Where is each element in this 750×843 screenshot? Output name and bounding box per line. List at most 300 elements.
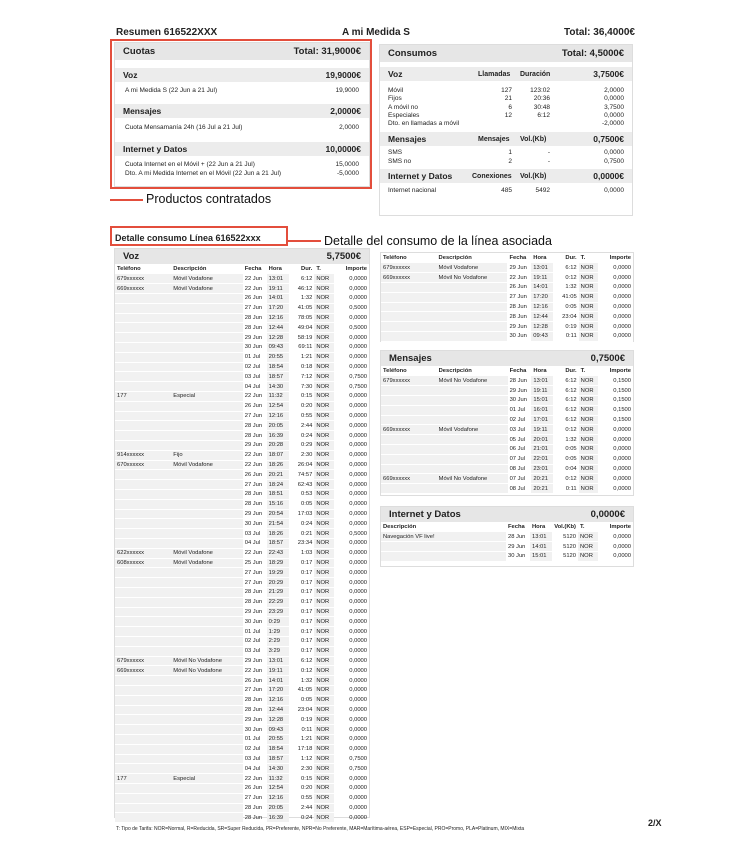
table-cell [171, 323, 242, 333]
table-cell: NOR [314, 685, 334, 695]
table-cell: 0,7500 [334, 764, 369, 774]
table-cell: 30 Jun [243, 519, 267, 529]
table-cell: NOR [314, 382, 334, 392]
table-cell: 22:43 [267, 548, 289, 558]
table-cell: 19:11 [531, 386, 553, 396]
table-cell: NOR [314, 450, 334, 460]
table-cell: NOR [314, 352, 334, 362]
table-cell: NOR [579, 302, 599, 312]
cuotas-title: Cuotas [123, 46, 156, 57]
table-cell: 22:29 [267, 597, 289, 607]
internet-detail-amount: 0,0000€ [590, 509, 625, 520]
table-row [381, 464, 633, 474]
table-cell: 0,0000 [598, 292, 633, 302]
table-row [115, 783, 369, 793]
table-cell: 12:16 [267, 411, 289, 421]
productos-highlight [110, 39, 372, 189]
table-cell: Móvil Vodafone [171, 548, 242, 558]
table-cell [381, 415, 437, 425]
table-row [381, 484, 633, 494]
table-cell: 12:28 [267, 715, 289, 725]
table-cell: 03 Jul [243, 754, 267, 764]
table-cell: 669xxxxxx [381, 474, 437, 484]
table-cell [381, 542, 506, 552]
voz-detail-amount: 5,7500€ [326, 251, 361, 262]
table-cell: 0,0000 [598, 312, 633, 322]
table-cell: NOR [579, 454, 599, 464]
table-cell: 0:17 [289, 568, 315, 578]
table-cell: 0,0000 [334, 499, 369, 509]
table-cell: NOR [314, 539, 334, 549]
table-row [115, 480, 369, 490]
table-cell: 0,0000 [334, 588, 369, 598]
table-cell: 0:05 [553, 445, 578, 455]
table-row [381, 415, 633, 425]
table-cell: 6:12 [553, 396, 578, 406]
table-cell: NOR [314, 480, 334, 490]
table-cell: 03 Jul [243, 646, 267, 656]
table-row [115, 666, 369, 676]
table-cell: 0,0000 [334, 284, 369, 294]
detalle-highlight [110, 226, 288, 246]
table-cell [437, 302, 508, 312]
table-cell [115, 441, 171, 451]
column-header: Importe [609, 524, 631, 530]
table-cell: 16:39 [267, 813, 289, 823]
table-cell: NOR [314, 676, 334, 686]
table-cell [171, 362, 242, 372]
table-cell: 69:11 [289, 343, 315, 353]
detalle-title: Detalle consumo Línea 616522xxx [115, 233, 261, 243]
table-cell: 0:17 [289, 578, 315, 588]
table-cell [115, 529, 171, 539]
table-cell: 0:17 [289, 646, 315, 656]
table-row [115, 529, 369, 539]
table-cell [171, 744, 242, 754]
table-cell [115, 401, 171, 411]
table-cell: 20:21 [267, 470, 289, 480]
table-cell: NOR [314, 734, 334, 744]
column-header: Dur. [565, 255, 577, 261]
column-header: T. [580, 255, 586, 261]
table-row [115, 362, 369, 372]
voz-detail-section [114, 248, 370, 821]
table-cell: 2:29 [267, 636, 289, 646]
row-amount: 0,0000 [604, 95, 624, 103]
table-row [381, 376, 633, 386]
table-cell: NOR [314, 803, 334, 813]
table-cell: 41:05 [289, 685, 315, 695]
table-cell: 914xxxxxx [115, 450, 171, 460]
table-cell: 26 Jun [243, 470, 267, 480]
table-cell: 18:54 [267, 744, 289, 754]
table-cell: 0,0000 [598, 302, 633, 312]
table-cell: 177 [115, 774, 171, 784]
table-cell [171, 636, 242, 646]
table-cell: 20:05 [267, 421, 289, 431]
column-header: T. [580, 368, 586, 374]
table-cell: 12:28 [267, 333, 289, 343]
table-cell: 20:28 [267, 441, 289, 451]
table-cell: 30 Jun [243, 343, 267, 353]
table-cell: 0,0000 [334, 685, 369, 695]
table-cell: 26 Jun [507, 283, 531, 293]
table-cell: 2:44 [289, 803, 315, 813]
line-desc: Cuota Internet en el Móvil + (22 Jun a 21 Jul) [125, 161, 255, 168]
table-cell: 0,0000 [334, 803, 369, 813]
table-cell: 12:16 [267, 793, 289, 803]
table-cell: 0,0000 [334, 362, 369, 372]
consumo-row [380, 158, 632, 166]
table-row [115, 450, 369, 460]
mensajes-detail-amount: 0,7500€ [590, 353, 625, 364]
table-cell: 28 Jun [243, 323, 267, 333]
table-row [115, 548, 369, 558]
table-cell: NOR [578, 542, 598, 552]
table-cell: 0,1500 [598, 386, 633, 396]
table-row [115, 627, 369, 637]
consumo-row [380, 87, 632, 95]
table-cell: 02 Jul [243, 636, 267, 646]
table-row [115, 490, 369, 500]
table-cell: NOR [314, 636, 334, 646]
table-cell: 0:15 [289, 774, 315, 784]
table-cell: 2:44 [289, 421, 315, 431]
voz-detail-header [115, 249, 369, 264]
table-cell: 0:29 [267, 617, 289, 627]
table-cell [437, 396, 508, 406]
table-cell [115, 333, 171, 343]
table-cell: 27 Jun [243, 411, 267, 421]
row-count: 6 [508, 103, 512, 111]
table-cell: 669xxxxxx [115, 284, 171, 294]
table-cell [115, 343, 171, 353]
table-cell [171, 294, 242, 304]
table-cell: 02 Jul [243, 744, 267, 754]
table-cell: 608xxxxxx [115, 558, 171, 568]
table-cell: 28 Jun [243, 705, 267, 715]
table-cell: 28 Jun [243, 431, 267, 441]
table-cell [437, 322, 508, 332]
table-cell: 0,0000 [598, 332, 633, 342]
table-row [115, 754, 369, 764]
table-cell: 23:01 [531, 464, 553, 474]
table-cell: 0:17 [289, 607, 315, 617]
table-cell: NOR [314, 705, 334, 715]
table-cell [437, 454, 508, 464]
table-cell: 28 Jun [243, 597, 267, 607]
table-row [115, 734, 369, 744]
row-label: Fijos [388, 95, 402, 103]
table-cell [115, 470, 171, 480]
table-cell [115, 323, 171, 333]
table-cell: 29 Jun [243, 333, 267, 343]
table-row [115, 695, 369, 705]
table-cell: 21:54 [267, 519, 289, 529]
table-cell: 04 Jul [243, 539, 267, 549]
table-cell: NOR [314, 441, 334, 451]
table-cell: 29 Jun [243, 509, 267, 519]
table-row [115, 323, 369, 333]
table-cell: 12:44 [531, 312, 553, 322]
table-cell: NOR [579, 425, 599, 435]
table-cell [171, 617, 242, 627]
table-cell: 1:12 [289, 754, 315, 764]
table-cell: 0,0000 [334, 509, 369, 519]
table-cell: 23:04 [553, 312, 579, 322]
table-cell: Móvil No Vodafone [437, 273, 508, 283]
table-cell [381, 292, 437, 302]
table-cell: 22 Jun [243, 460, 267, 470]
table-cell: 7:12 [289, 372, 315, 382]
table-cell: 177 [115, 392, 171, 402]
table-cell: NOR [314, 372, 334, 382]
table-cell: 0:53 [289, 490, 315, 500]
table-cell: 0,0000 [334, 774, 369, 784]
table-cell [437, 445, 508, 455]
table-cell [171, 382, 242, 392]
table-cell: 19:29 [267, 568, 289, 578]
table-cell: 0,0000 [334, 401, 369, 411]
table-row [115, 470, 369, 480]
table-row [115, 676, 369, 686]
table-cell: 22 Jun [243, 392, 267, 402]
table-cell: 0,0000 [334, 441, 369, 451]
table-row [381, 322, 633, 332]
table-cell: NOR [314, 460, 334, 470]
cuotas-mensajes-label: Mensajes [123, 106, 162, 116]
table-cell: 0,0000 [598, 435, 633, 445]
table-cell: 22 Jun [243, 548, 267, 558]
table-cell: 27 Jun [243, 303, 267, 313]
table-cell: 17:20 [531, 292, 553, 302]
table-cell: 28 Jun [243, 803, 267, 813]
table-row [115, 725, 369, 735]
table-cell [115, 539, 171, 549]
table-cell: 13:01 [267, 274, 289, 284]
table-cell: 0:24 [289, 519, 315, 529]
table-cell [115, 490, 171, 500]
table-cell: 78:05 [289, 313, 315, 323]
table-cell [115, 411, 171, 421]
table-row [115, 519, 369, 529]
table-cell [171, 431, 242, 441]
table-cell [115, 303, 171, 313]
col-mensajes: Mensajes [478, 135, 510, 143]
table-cell [381, 464, 437, 474]
table-cell [115, 480, 171, 490]
table-cell [171, 490, 242, 500]
table-cell [115, 813, 171, 823]
col-vol: Vol.(Kb) [520, 172, 547, 180]
table-cell: 0:55 [289, 793, 315, 803]
table-cell [171, 734, 242, 744]
table-cell: NOR [314, 793, 334, 803]
table-cell: 0:15 [289, 392, 315, 402]
table-cell: NOR [314, 274, 334, 284]
table-cell: 17:18 [289, 744, 315, 754]
table-cell: NOR [314, 558, 334, 568]
table-cell: 07 Jul [508, 454, 532, 464]
table-cell: 28 Jun [243, 813, 267, 823]
table-cell: 0:19 [289, 715, 315, 725]
table-cell: 0,0000 [334, 274, 369, 284]
table-cell: NOR [314, 519, 334, 529]
table-cell: 14:01 [267, 294, 289, 304]
table-cell: NOR [314, 529, 334, 539]
table-cell: 22:01 [531, 454, 553, 464]
table-cell: 679xxxxxx [381, 263, 437, 273]
table-cell: 0:11 [289, 725, 315, 735]
table-cell: 41:05 [289, 303, 315, 313]
table-cell: 03 Jul [508, 425, 532, 435]
table-cell [115, 607, 171, 617]
table-cell [171, 421, 242, 431]
table-row [115, 313, 369, 323]
table-cell [115, 627, 171, 637]
table-cell [171, 607, 242, 617]
table-cell [115, 509, 171, 519]
table-cell [171, 333, 242, 343]
table-cell: NOR [314, 499, 334, 509]
consumos-internet-label: Internet y Datos [388, 171, 453, 182]
table-cell: 01 Jul [243, 352, 267, 362]
table-cell: 11:32 [267, 392, 289, 402]
row-amount: 2,0000 [604, 87, 624, 94]
row-amount: 0,0000 [604, 149, 624, 157]
column-header: Fecha [244, 266, 262, 272]
row-volume: 30:48 [533, 103, 550, 111]
table-cell: 0,0000 [334, 725, 369, 735]
table-cell: 23:04 [289, 705, 315, 715]
table-cell [115, 744, 171, 754]
mensajes-detail-header [381, 351, 633, 366]
table-cell [381, 302, 437, 312]
table-cell [437, 405, 508, 415]
table-cell: NOR [579, 474, 599, 484]
row-label: Internet nacional [388, 187, 437, 195]
consumos-mensajes-amount: 0,7500€ [593, 134, 624, 145]
table-cell: 0:12 [553, 474, 578, 484]
table-cell [171, 725, 242, 735]
row-label: A móvil no [388, 103, 418, 111]
table-cell [171, 627, 242, 637]
table-cell: 19:11 [267, 666, 289, 676]
table-cell: 12:16 [267, 695, 289, 705]
row-label: Especiales [388, 111, 420, 119]
table-row [381, 332, 633, 342]
table-cell [171, 343, 242, 353]
row-volume: 5492 [535, 187, 550, 195]
table-cell: 18:24 [267, 480, 289, 490]
table-cell: 20:21 [531, 474, 553, 484]
table-cell: 1:32 [289, 676, 315, 686]
table-cell: NOR [579, 415, 599, 425]
table-cell [171, 372, 242, 382]
table-cell [171, 588, 242, 598]
table-cell: 12:44 [267, 705, 289, 715]
table-row [381, 292, 633, 302]
table-cell: 25 Jun [243, 558, 267, 568]
tariff-legend: T: Tipo de Tarifa: NOR=Normal, R=Reducida, SR=Super Reducida, PR=Preferente, NPR=No Preferente, MAR=Marítima-aérea, ESP=Especial, PRO=Promo, PLA=Platinum, MIX=Mixta [116, 826, 525, 832]
consumo-row [380, 120, 632, 128]
table-cell: 58:19 [289, 333, 315, 343]
table-cell [115, 793, 171, 803]
table-cell: NOR [314, 490, 334, 500]
table-cell: 0:05 [553, 302, 579, 312]
consumos-section [379, 44, 633, 216]
table-row [115, 352, 369, 362]
table-cell: NOR [579, 292, 599, 302]
table-cell: 17:20 [267, 303, 289, 313]
table-cell [437, 312, 508, 322]
consumo-row [380, 187, 632, 195]
table-cell: 28 Jun [243, 695, 267, 705]
mensajes-detail-label: Mensajes [389, 353, 432, 364]
column-header: Dur. [301, 266, 313, 272]
table-cell: 18:57 [267, 372, 289, 382]
table-cell: 02 Jul [243, 362, 267, 372]
table-cell: 27 Jun [243, 793, 267, 803]
table-cell: 0,0000 [334, 695, 369, 705]
table-cell: NOR [579, 322, 599, 332]
table-cell: 30 Jun [506, 552, 530, 562]
table-cell: 0,0000 [334, 676, 369, 686]
table-cell: NOR [314, 568, 334, 578]
table-cell [437, 464, 508, 474]
table-cell: 19:11 [531, 425, 553, 435]
table-cell [115, 715, 171, 725]
table-cell: 0,0000 [334, 617, 369, 627]
table-cell: Móvil No Vodafone [171, 656, 242, 666]
column-header: Fecha [509, 255, 527, 261]
column-header: Descripción [438, 368, 472, 374]
table-cell: 0:12 [553, 425, 578, 435]
table-cell: 01 Jul [243, 627, 267, 637]
table-cell [381, 322, 437, 332]
table-cell: 0,0000 [334, 470, 369, 480]
table-cell [171, 441, 242, 451]
table-cell: NOR [314, 783, 334, 793]
column-header: T. [316, 266, 321, 272]
table-cell: 0,0000 [334, 813, 369, 823]
table-cell: 22 Jun [243, 666, 267, 676]
table-cell: 0,0000 [334, 519, 369, 529]
table-cell: 6:12 [553, 415, 578, 425]
line-desc: A mi Medida S (22 Jun a 21 Jul) [125, 87, 218, 94]
mensajes-detail-section [380, 350, 634, 496]
grand-total: Total: 36,4000€ [564, 27, 635, 38]
table-cell [171, 813, 242, 823]
internet-detail-table [381, 522, 633, 562]
table-cell: 0,0000 [334, 352, 369, 362]
table-cell: 0,1500 [598, 405, 633, 415]
table-row [115, 588, 369, 598]
table-cell [171, 793, 242, 803]
table-header-row [115, 264, 369, 274]
table-cell: 18:57 [267, 539, 289, 549]
table-cell: Móvil Vodafone [171, 284, 242, 294]
table-cell: 0,0000 [598, 532, 633, 542]
mensajes-detail-table [381, 366, 633, 494]
table-cell: 29 Jun [508, 386, 532, 396]
col-duracion: Duración [520, 70, 551, 78]
table-cell: 08 Jul [508, 464, 532, 474]
table-cell [115, 294, 171, 304]
table-cell: Móvil No Vodafone [171, 666, 242, 676]
table-row [115, 764, 369, 774]
table-cell: NOR [579, 445, 599, 455]
